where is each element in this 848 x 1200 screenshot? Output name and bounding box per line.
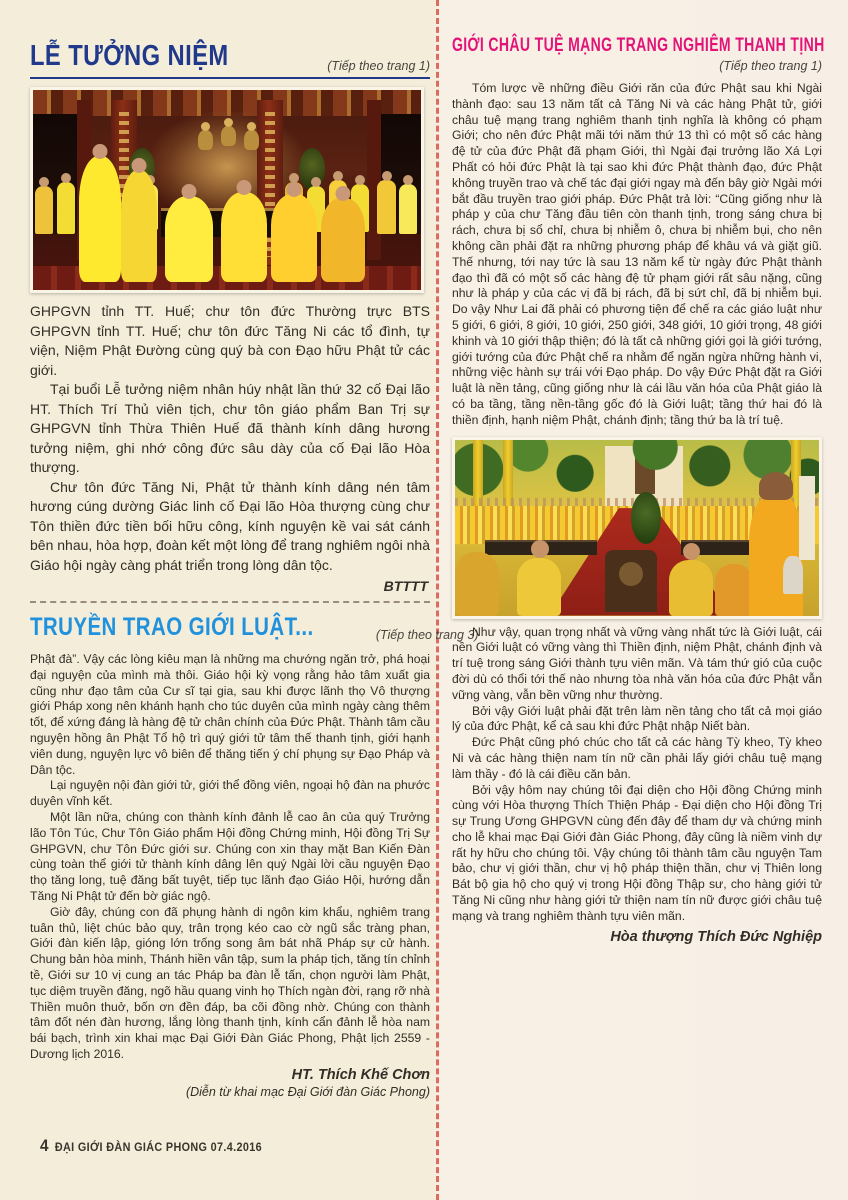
article-ordination-speech [30,613,479,1099]
signature-name: Hòa thượng Thích Đức Nghiệp [610,928,822,945]
carved-chair [605,550,657,612]
title-underline [30,77,430,79]
article-memorial-byline: BTTTT [383,578,428,594]
article-precepts-body-bottom [452,625,822,925]
buddha-statue [221,126,236,146]
article-precepts-title: GIỚI CHÂU TUỆ MẠNG TRANG NGHIÊM THANH TỊNH [452,34,825,56]
paragraph: Giờ đây, chúng con đã phụng hành di ngôn kim khẩu, nghiêm trang tuân thủ, liệt chúc bảo quy, trân trọng kéo cao cờ ngũ sắc tràng phan, Giới đàn kiến lập, gióng lớn trống song âm bát nhã Pháp sự cử hành. Chung bản hòa minh, Thánh hiền vân tập, sum la pháp tịch, tăng tín chỉnh tề, Giới sư 10 vị cung an tác Pháp ba đàn lễ tấn, chọn người làm Phật, tục diệm truyền đăng, ngõ hầu quang vinh họ Thích ngàn đời, rạng rỡ nhà Thiền muôn thuở, bốn ơn đền đáp, ba cõi đồng nhờ. Chúng con thành tâm đốt nén đàn hương, lắng lòng thanh tịnh, kính cẩn đảnh lễ hòa nam bái bạch, trình xin khai mạc Đại Giới Đàn Giác Phong, Phật lịch 2559 - Dương lịch 2016. [30,904,430,1061]
seated-figure [455,552,499,616]
monk-figure [165,196,213,282]
buddha-statue [244,130,259,150]
article-memorial-titlerow [30,40,430,73]
footer-text: ĐẠI GIỚI ĐÀN GIÁC PHONG 07.4.2016 [54,1140,262,1154]
signature-note: (Diễn từ khai mạc Đại Giới đàn Giác Phong) [185,1084,430,1099]
paragraph: Chư tôn đức Tăng Ni, Phật tử thành kính dâng nén tâm hương cúng dường Giác linh cố Đại lão Hòa thượng cùng chư Tôn thiền đức tiền bối hữu công, kính nguyện kề vai sát cánh bên nhau, hòa hợp, đoàn kết một lòng để trang nghiêm ngôi nhà Giáo hội ngày càng phát triển trong lòng dân tộc. [30,478,430,573]
paragraph: Tóm lược về những điều Giới răn của đức Phật sau khi Ngài thành đạo: sau 13 năm tất cả Tăng Ni và các hàng Phật tử, giới châu tuệ mạng trang nghiêm thanh tịnh nghĩa là không có phạm Giới; cho nên đức Phật mãi tới năm thứ 13 thì có một số các hàng đệ tử của đức Phật đã phạm Giới, thì Ngài đại trưởng lão Xá Lợi Phất có hỏi đức Phật là tại sao khi đức Phật thành đạo, đức Phật không truyền trao và chế tác đại giới ngay mà đến bây giờ Ngài mới bắt đầu truyền trao giới pháp. Đức Phật trả lời: “Cũng giống như là pháp y của chư Tăng đầu tiên còn thanh tịnh, trong sáng chưa bị rách, chưa bị sổ chỉ, chưa bị nhiễm ô, chưa bị nhiễm bụi, cho nên không cần phải đặt ra những phương pháp để khâu vá và giặt giũ. Thế nhưng, tới nay tức là sau 13 năm kể từ ngày đức Phật thành đạo thì đã có một số các hàng đệ tử phạm giới rất sâu nặng, cũng như là pháp y của các vị đã bị rách, đã bị sứt chỉ, đã bị nhiễm bụi. Do vậy Như Lai đã phải có phương tiện để chế ra các giáo luật như 5 giới, 6 giới, 8 giới, 10 giới, 250 giới, 348 giới, 10 giới trọng, 48 giới khinh và 10 giới thập thiện; đó là tất cả những giới gọi là giới tướng, giới tướng của đức Phật chế ra nhằm để ngăn ngừa những hành vi, những việc hành sự trái với Đạo pháp. Do vậy Đức Phật đặt ra Giới luật là nền tảng, cũng giống như là cái lầu văn hóa của Phật giáo là có ba tầng, tầng nền-tầng gốc đó là Giới luật; tầng thứ hai đó là thiền định, hạnh niệm Phật, chánh định; tầng thứ ba là trí tuệ. [452,81,822,427]
article-precepts-body-top [452,81,822,429]
seated-monk [669,560,713,616]
paragraph: Lại nguyện nội đàn giới tử, giới thể đồng viên, ngoại hộ đàn na phước duyên vĩnh kết. [30,778,430,809]
standing-monk [749,494,803,616]
right-column [452,34,825,945]
memorial-ceremony-photo [30,87,424,293]
signature-name: HT. Thích Khế Chơn [291,1066,430,1083]
page-footer [40,1136,262,1156]
seated-monk [517,558,561,616]
article-precepts-continued: (Tiếp theo trang 1) [719,59,822,73]
article-precepts-titlerow [452,34,825,57]
article-separator-dashed [30,601,430,603]
buddha-statue [198,130,213,150]
page-number: 4 [40,1136,49,1155]
seated-monk [715,564,753,616]
article-ordination-titlerow [30,613,479,642]
monk-figure [271,194,317,282]
white-pillar [799,476,815,560]
article-memorial [30,40,430,594]
monk-figure [221,192,267,282]
article-memorial-body [30,302,430,575]
paragraph: Đức Phật cũng phó chúc cho tất cả các hàng Tỳ kheo, Tỳ kheo Ni và các hàng thiện nam tín nữ cần phải lấy giới châu tuệ mạng làm thầy - đó là cái điều căn bản. [452,735,822,781]
paragraph: GHPGVN tỉnh TT. Huế; chư tôn đức Thường trực BTS GHPGVN tỉnh TT. Huế; chư tôn đức Tăng Ni các tổ đình, tự viện, Niệm Phật Đường cùng quý bà con Đạo hữu Phật tử các giới. [30,303,430,378]
signature-block [30,1067,430,1099]
article-memorial-continued: (Tiếp theo trang 1) [327,59,430,73]
foreground-plant [631,492,661,544]
paragraph: Bởi vậy Giới luật phải đặt trên làm nền tảng cho tất cả mọi giáo lý của đức Phật, kể cả sau khi đức Phật nhập Niết bàn. [452,703,822,734]
article-ordination-continued: (Tiếp theo trang 3) [375,628,479,642]
ordination-ceremony-photo [452,437,822,619]
paragraph: Như vậy, quan trọng nhất và vững vàng nhất tức là Giới luật, cái nền Giới luật có vững vàng thì Thiền định, niệm Phật, chánh định và trí tuệ trong sáng Giới thành tựu viên mãn. Và tám thứ gió của cuộc đời dù có thổi tới thế nào nhưng tòa nhà văn hóa của đức Phật vẫn vững vàng, vẫn bền vững như thường. [452,624,822,702]
attendee-figure [783,556,803,594]
column-divider-dashed [436,0,439,1200]
monk-figure [121,170,157,282]
monk-figure [79,156,121,282]
article-ordination-title: TRUYỀN TRAO GIỚI LUẬT... [30,613,314,641]
paragraph: Bởi vậy hôm nay chúng tôi đại diện cho Hội đồng Chứng minh cùng với Hòa thượng Thích Thiện Pháp - Đại diện cho Hội đồng Trị sự Trung Ương GHPGVN cùng đến đây để tham dự và chứng minh cho lễ khai mạc Đại Giới đàn Giác Phong, đây cũng là niềm vinh dự rất hy hữu cho chúng tôi. Vậy chúng tôi thành tâm cầu nguyện Tam bảo, chư vị giới thần, chư vị hộ pháp thiện thần, chư vị Thiên long Bát bộ gia hộ cho quý vị trong Hội đồng Thập sư, cho hàng giới tử Tăng Ni cũng như hàng giới tử thiện nam tín nữ được giới châu tuệ mạng và trang nghiêm thành tựu viên mãn. [452,782,822,923]
article-memorial-title: LỄ TƯỞNG NIỆM [30,40,229,72]
monk-figure [321,198,365,282]
article-ordination-body [30,652,430,1063]
paragraph: Tại buổi Lễ tưởng niệm nhân húy nhật lần thứ 32 cố Đại lão HT. Thích Trí Thủ viên tịch, chư tôn giáo phẩm Ban Trị sự GHPGVN tỉnh Thừa Thiên Huế đã thành kính dâng hương tưởng niệm, ghi nhớ công đức sâu dày của cố Đại lão Hòa thượng. [30,381,430,475]
article-precepts [452,34,825,945]
monk-hat [759,472,793,500]
paragraph: Một lần nữa, chúng con thành kính đảnh lễ cao ân của quý Trưởng lão Tôn Túc, Chư Tôn Giáo phẩm Hội đồng Chứng minh, Hội đồng Trị Sự GHPGVN, chư Tôn Đức giới sư. Chúng con xin thay mặt Ban Kiến Đàn cùng toàn thể giới tử thành kính dâng lên quý Ngài lời cầu nguyện Đạo thọ tăng long, tuệ đăng bất tuyệt, tiếp tục lãnh đạo Giáo Hội, hướng dẫn Tăng Ni Phật tử đến bờ giác ngộ. [30,809,430,903]
left-column [30,40,479,1099]
paragraph: Phật đà”. Vậy các lòng kiêu mạn là những ma chướng ngăn trở, phá hoại đại nguyện của mình mà thôi. Giáo hội kỳ vọng rằng hảo tâm xuất gia cũng như đạo tâm của Cư sĩ tại gia, sau khi được lãnh thọ Vô thượng giới Pháp xong nên khánh hạnh cho túc duyên của mình ngày càng thêm tốt, để xứng đáng là hàng đệ tử chân chính của Đức Phật. Thành tâm cầu nguyện hồng ân Phật Tổ hộ trì quý giới tử tâm thế thanh tịnh, giới hạnh viên dung, nguyện lực vô biên để thăng tiến ý chí phụng sự Đạo Pháp và Dân tộc. [30,652,430,777]
